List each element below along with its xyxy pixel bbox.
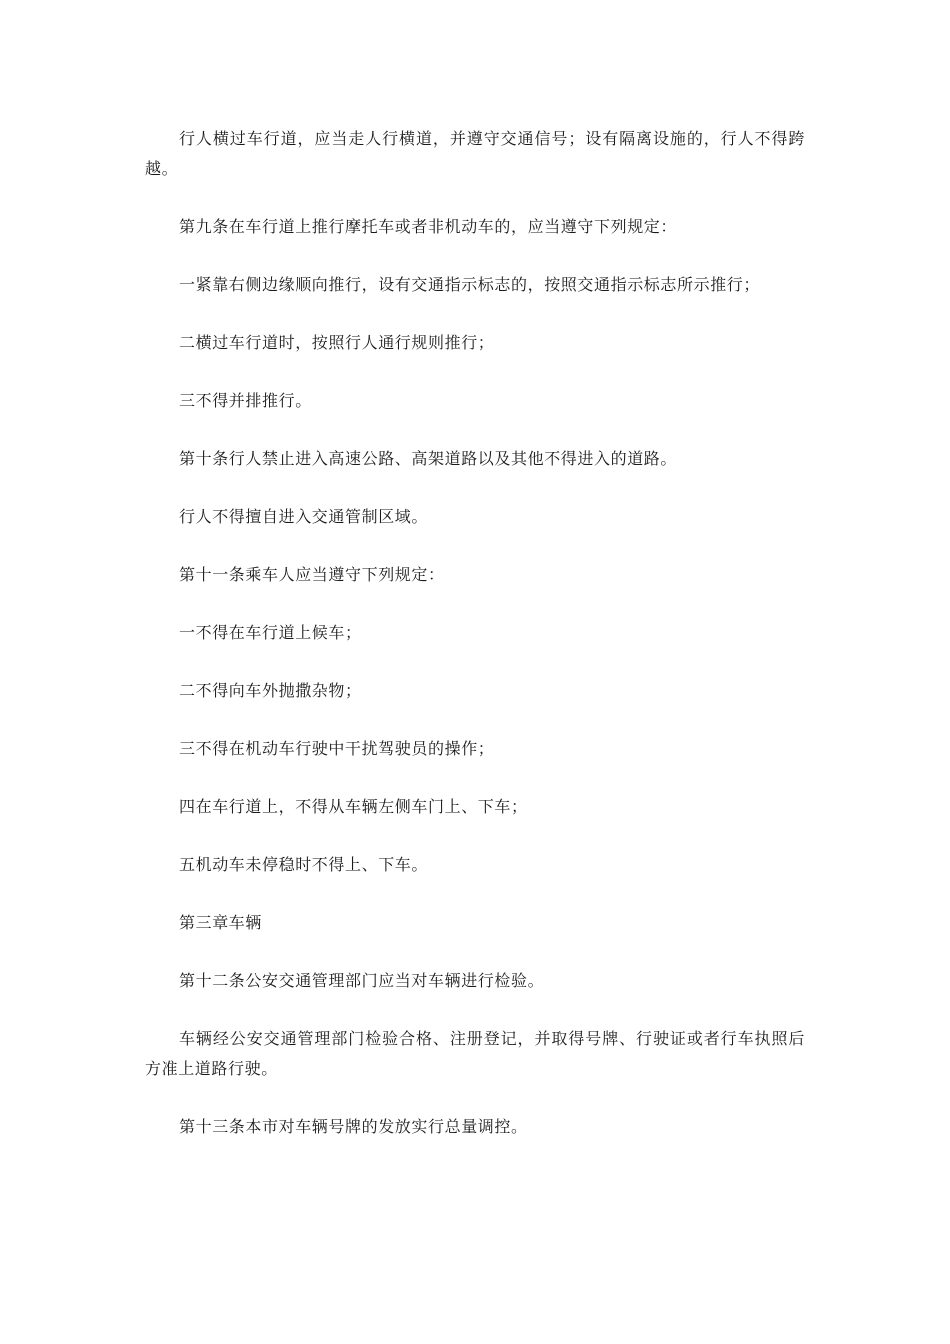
paragraph-article-11-item-3: 三不得在机动车行驶中干扰驾驶员的操作； [179,739,495,758]
paragraph-article-12-registration: 车辆经公安交通管理部门检验合格、注册登记，并取得号牌、行驶证或者行车执照后方准上道路行驶。 [145,1029,805,1078]
paragraph-article-10: 第十条行人禁止进入高速公路、高架道路以及其他不得进入的道路。 [179,449,678,468]
document-page [145,124,805,1170]
paragraph-pedestrian-crossing: 行人横过车行道，应当走人行横道，并遵守交通信号；设有隔离设施的，行人不得跨越。 [145,129,805,178]
paragraph-article-11-item-1: 一不得在车行道上候车； [179,623,362,642]
paragraph-article-9: 第九条在车行道上推行摩托车或者非机动车的，应当遵守下列规定： [179,217,678,236]
paragraph-article-9-item-3: 三不得并排推行。 [179,391,312,410]
paragraph-article-10-control-zone: 行人不得擅自进入交通管制区域。 [179,507,429,526]
paragraph-article-11-item-4: 四在车行道上，不得从车辆左侧车门上、下车； [179,797,528,816]
paragraph-article-12: 第十二条公安交通管理部门应当对车辆进行检验。 [179,971,545,990]
paragraph-article-9-item-2: 二横过车行道时，按照行人通行规则推行； [179,333,495,352]
paragraph-article-13: 第十三条本市对车辆号牌的发放实行总量调控。 [179,1117,528,1136]
paragraph-article-11-item-5: 五机动车未停稳时不得上、下车。 [179,855,429,874]
paragraph-article-11-item-2: 二不得向车外抛撒杂物； [179,681,362,700]
paragraph-article-9-item-1: 一紧靠右侧边缘顺向推行，设有交通指示标志的，按照交通指示标志所示推行； [179,275,761,294]
chapter-heading-vehicles: 第三章车辆 [179,913,263,932]
paragraph-article-11: 第十一条乘车人应当遵守下列规定： [179,565,445,584]
